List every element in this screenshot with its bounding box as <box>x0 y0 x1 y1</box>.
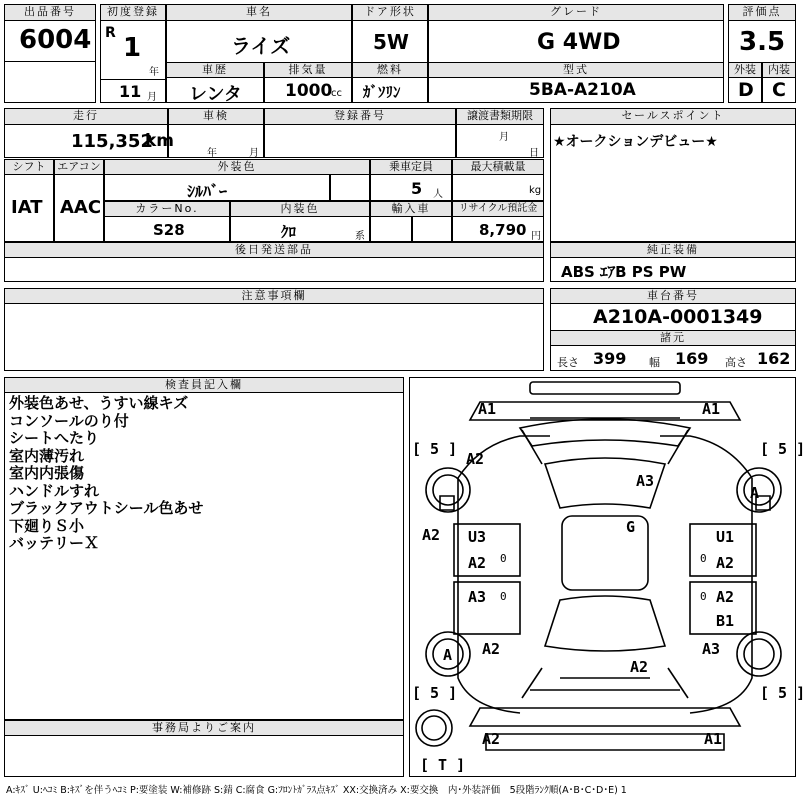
seats-label: 乗車定員 <box>370 159 452 175</box>
seats-unit: 人 <box>433 189 443 200</box>
lot-value: 6004 <box>19 25 92 55</box>
load-cell <box>452 174 544 201</box>
fuel-value: ｶﾞｿﾘﾝ <box>363 83 401 101</box>
inspect-label: 車検 <box>168 108 264 125</box>
name-value: ライズ <box>231 34 291 58</box>
lot-blank <box>4 61 96 103</box>
model-label: 型式 <box>428 62 724 78</box>
plate-label: 登録番号 <box>264 108 456 125</box>
color-label: 外装色 <box>104 159 370 175</box>
office-cell <box>4 735 404 777</box>
inspect-cell <box>168 124 264 158</box>
mark-rear-fender-right: A3 <box>702 640 721 658</box>
mark-fender-left: A2 <box>422 526 441 544</box>
shift-label: シフト <box>4 159 54 175</box>
hgt-label: 高さ <box>725 356 747 369</box>
colorno-value: S28 <box>153 221 185 239</box>
ext-label: 外装 <box>728 62 762 78</box>
mileage-unit: km <box>145 131 175 151</box>
len-label: 長さ <box>557 356 579 369</box>
note-line: ブラックアウトシール色あせ <box>9 499 204 517</box>
mark-zero: 0 <box>500 590 507 603</box>
equip-label: 純正装備 <box>550 242 796 258</box>
note-line: 室内薄汚れ <box>9 446 85 465</box>
intcolor-label: 内装色 <box>230 201 370 217</box>
transfer-month: 月 <box>499 132 509 143</box>
mark-front-right: A1 <box>702 400 721 418</box>
reg-label: 初度登録 <box>100 4 166 21</box>
month-unit: 月 <box>147 92 157 103</box>
cc-unit: cc <box>331 88 342 99</box>
chassis-label: 車台番号 <box>550 288 796 304</box>
month-cell <box>100 79 166 103</box>
wid-label: 幅 <box>649 356 660 369</box>
score-cell <box>728 20 796 63</box>
dims-cell <box>550 345 796 371</box>
recycle-unit: 円 <box>531 231 541 242</box>
points-label: セールスポイント <box>550 108 796 125</box>
tire-fl-label: [ 5 ] <box>412 440 458 458</box>
tire-rr-label: [ 5 ] <box>760 684 805 702</box>
transfer-day: 日 <box>529 148 539 159</box>
note-line: コンソールのり付 <box>9 411 129 430</box>
intcolor-unit: 系 <box>355 231 365 242</box>
cc-cell <box>264 77 352 103</box>
reg-cell <box>100 20 166 80</box>
door-label: ドア形状 <box>352 4 428 21</box>
ac-label: エアコン <box>54 159 104 175</box>
history-value: レンタ <box>189 84 242 105</box>
later-cell <box>4 257 544 282</box>
inspect-month: 月 <box>249 148 259 159</box>
wid-value: 169 <box>675 349 709 368</box>
mark-hood-center: A3 <box>636 472 655 490</box>
office-label: 事務局よりご案内 <box>4 720 404 736</box>
intcolor-cell <box>230 216 370 242</box>
cc-value: 1000 <box>285 81 333 101</box>
plate-cell <box>264 124 456 158</box>
spare-tire-label: [ T ] <box>420 756 466 774</box>
model-cell <box>428 77 724 103</box>
mark-windshield: G <box>626 518 636 536</box>
mileage-value: 115,352 <box>71 131 153 152</box>
int-label: 内装 <box>762 62 796 78</box>
color-value: ｼﾙﾊﾞｰ <box>187 182 228 201</box>
colorno-cell <box>104 216 230 242</box>
mark-door-fr-bottom: A2 <box>716 554 735 572</box>
import-label: 輸入車 <box>370 201 452 217</box>
transfer-cell <box>456 124 544 158</box>
note-line: 室内内張傷 <box>9 464 85 482</box>
mileage-label: 走行 <box>4 108 168 125</box>
reg-year-value: 1 <box>123 33 142 63</box>
history-label: 車歴 <box>166 62 264 78</box>
mark-door-rr-top: A2 <box>716 588 735 606</box>
mark-door-fr-top: U1 <box>716 528 735 546</box>
int-value: C <box>772 79 786 101</box>
history-cell <box>166 77 264 103</box>
door-value: 5W <box>373 30 409 54</box>
points-value: ★オークションデビュー★ <box>553 134 718 150</box>
mark-rear-left: A2 <box>482 730 501 748</box>
shift-cell <box>4 174 54 242</box>
mark-door-rl: A3 <box>468 588 487 606</box>
ext-cell <box>728 77 762 103</box>
lot-cell <box>4 20 96 62</box>
caution-cell <box>4 303 544 371</box>
tire-rl-label: [ 5 ] <box>412 684 458 702</box>
mark-rear-fender-left: A2 <box>482 640 501 658</box>
load-label: 最大積載量 <box>452 159 544 175</box>
inspect-year: 年 <box>207 148 217 159</box>
intcolor-value: ｸﾛ <box>281 223 297 241</box>
grade-label: グレード <box>428 4 724 21</box>
seats-value: 5 <box>411 179 423 198</box>
note-line: シートへたり <box>9 429 100 447</box>
import-cell-a <box>370 216 412 242</box>
model-value: 5BA-A210A <box>529 80 636 100</box>
note-line: ハンドルすれ <box>9 481 100 500</box>
door-cell <box>352 20 428 63</box>
dims-label: 諸元 <box>550 330 796 346</box>
mark-door-rr-bottom: B1 <box>716 612 735 630</box>
mark-zero: 0 <box>700 590 707 603</box>
chassis-value: A210A-0001349 <box>593 306 763 328</box>
ac-cell <box>54 174 104 242</box>
lot-label: 出品番号 <box>4 4 96 21</box>
legend-text: A:ｷｽﾞ U:ﾍｺﾐ B:ｷｽﾞを伴うﾍｺﾐ P:要塗装 W:補修跡 S:錆 C:腐食 G:ﾌﾛﾝﾄｶﾞﾗｽ点ｷｽﾞ XX:交換済み X:要交換 内･外装評価 5段階ﾗﾝｸ順(A･B･C･D･E) 1 <box>6 785 627 796</box>
points-cell <box>550 124 796 242</box>
load-unit: kg <box>529 185 542 196</box>
car-outline <box>410 378 797 778</box>
mark-wheel-fr: A <box>750 484 760 502</box>
chassis-cell <box>550 303 796 331</box>
mark-wheel-rl: A <box>443 646 453 664</box>
fuel-cell <box>352 77 428 103</box>
import-cell-b <box>412 216 452 242</box>
mark-roof-rear: A2 <box>630 658 649 676</box>
inspector-note-list <box>9 395 203 553</box>
mark-zero: 0 <box>500 552 507 565</box>
cc-label: 排気量 <box>264 62 352 78</box>
grade-value: G 4WD <box>537 30 621 55</box>
equip-value: ABS ｴｱB PS PW <box>561 263 687 281</box>
inspector-notes <box>4 392 404 720</box>
fuel-label: 燃料 <box>352 62 428 78</box>
tire-fr-label: [ 5 ] <box>760 440 805 458</box>
era-value: R <box>105 25 116 41</box>
name-cell <box>166 20 352 63</box>
reg-month-value: 11 <box>119 82 142 101</box>
mark-front-left: A1 <box>478 400 497 418</box>
caution-label: 注意事項欄 <box>4 288 544 304</box>
hgt-value: 162 <box>757 349 791 368</box>
transfer-label: 譲渡書類期限 <box>456 108 544 125</box>
recycle-label: リサイクル預託金 <box>452 201 544 217</box>
mark-door-fl-top: U3 <box>468 528 487 546</box>
recycle-cell <box>452 216 544 242</box>
year-unit: 年 <box>149 67 159 78</box>
int-cell <box>762 77 796 103</box>
note-line: 下廻りＳ小 <box>9 516 85 535</box>
mark-hood-left: A2 <box>466 450 485 468</box>
grade-cell <box>428 20 724 63</box>
len-value: 399 <box>593 349 627 368</box>
inspector-label: 検査員記入欄 <box>4 377 404 393</box>
shift-value: IAT <box>11 197 43 218</box>
name-label: 車名 <box>166 4 352 21</box>
car-diagram <box>409 377 805 777</box>
score-value: 3.5 <box>739 27 786 57</box>
later-label: 後日発送部品 <box>4 242 544 258</box>
equip-cell <box>550 257 796 282</box>
mark-zero: 0 <box>700 552 707 565</box>
score-label: 評価点 <box>728 4 796 21</box>
colorno-label: カラーNo. <box>104 201 230 217</box>
mark-rear-right: A1 <box>704 730 723 748</box>
ext-value: D <box>738 79 754 101</box>
color-cell <box>104 174 330 201</box>
mileage-cell <box>4 124 175 158</box>
ac-value: AAC <box>60 197 102 218</box>
seats-cell <box>370 174 452 201</box>
color-extra <box>330 174 370 201</box>
recycle-value: 8,790 <box>479 221 527 239</box>
mark-door-fl-bottom: A2 <box>468 554 487 572</box>
note-line: バッテリーＸ <box>9 534 100 552</box>
note-line: 外装色あせ、うすい線キズ <box>9 394 189 412</box>
